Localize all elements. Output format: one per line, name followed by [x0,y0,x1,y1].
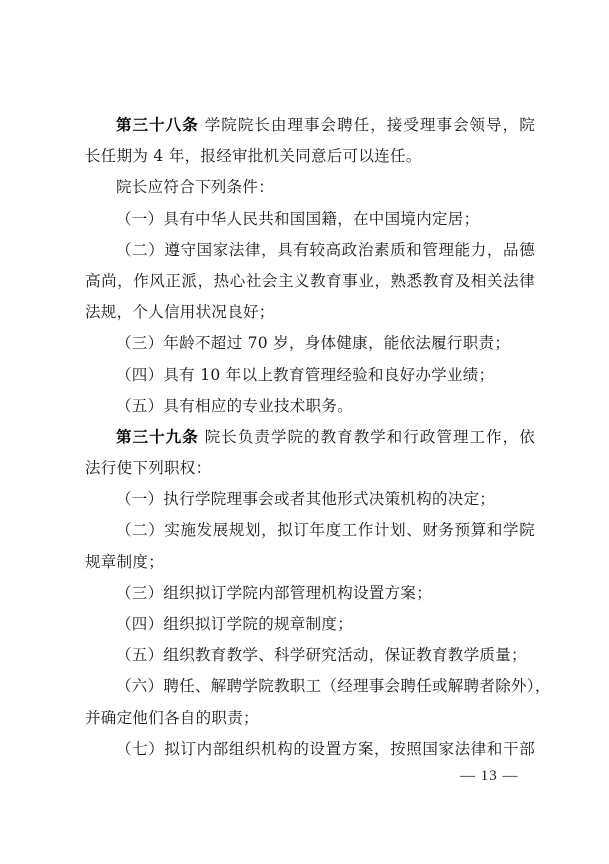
article-38-item-3: （三）年龄不超过 70 岁，身体健康，能依法履行职责； [116,334,511,353]
article-38-item-5: （五）具有相应的专业技术职务。 [116,396,354,415]
article-39-text-line-1: 院长负责学院的教育教学和行政管理工作，依 [198,427,535,446]
article-39-item-5: （五）组织教育教学、科学研究活动，保证教育教学质量； [116,646,527,665]
page-number: — 13 — [460,768,519,784]
article-38-item-2-line-1: （二）遵守国家法律，具有较高政治素质和管理能力，品德 [116,240,535,259]
article-39-item-6-line-2: 并确定他们各自的职责； [85,708,259,727]
article-39-item-6-line-1: （六）聘任、解聘学院教职工（经理事会聘任或解聘者除外）， [116,677,551,696]
article-39-item-7-line-1: （七）拟订内部组织机构的设置方案，按照国家法律和干部 [116,739,535,758]
article-38-heading-line [85,110,535,141]
article-38-text-line-2: 长任期为 4 年，报经审批机关同意后可以连任。 [85,147,422,166]
article-38-item-2-line-2: 高尚，作风正派，热心社会主义教育事业，熟悉教育及相关法律 [85,271,535,290]
article-39-text-line-2: 法行使下列职权： [85,459,212,478]
document-body [85,110,551,765]
article-39-heading-line [85,422,535,453]
article-38-title: 第三十八条 [116,116,199,134]
article-39-item-1: （一）执行学院理事会或者其他形式决策机构的决定； [116,490,496,509]
article-38-text-line-3: 院长应符合下列条件： [116,178,275,197]
article-39-item-3: （三）组织拟订学院内部管理机构设置方案； [116,583,433,602]
article-38-text-line-1: 学院院长由理事会聘任，接受理事会领导，院 [198,116,535,134]
article-38-item-2-line-3: 法规，个人信用状况良好； [85,303,275,322]
article-39-title: 第三十九条 [116,427,199,446]
article-39-item-4: （四）组织拟订学院的规章制度； [116,615,354,633]
article-39-item-2-line-2: 规章制度； [85,552,165,571]
article-38-item-1: （一）具有中华人民共和国国籍，在中国境内定居； [116,209,480,228]
article-39-item-2-line-1: （二）实施发展规划，拟订年度工作计划、财务预算和学院 [116,521,535,540]
article-38-item-4: （四）具有 10 年以上教育管理经验和良好办学业绩； [116,365,495,384]
